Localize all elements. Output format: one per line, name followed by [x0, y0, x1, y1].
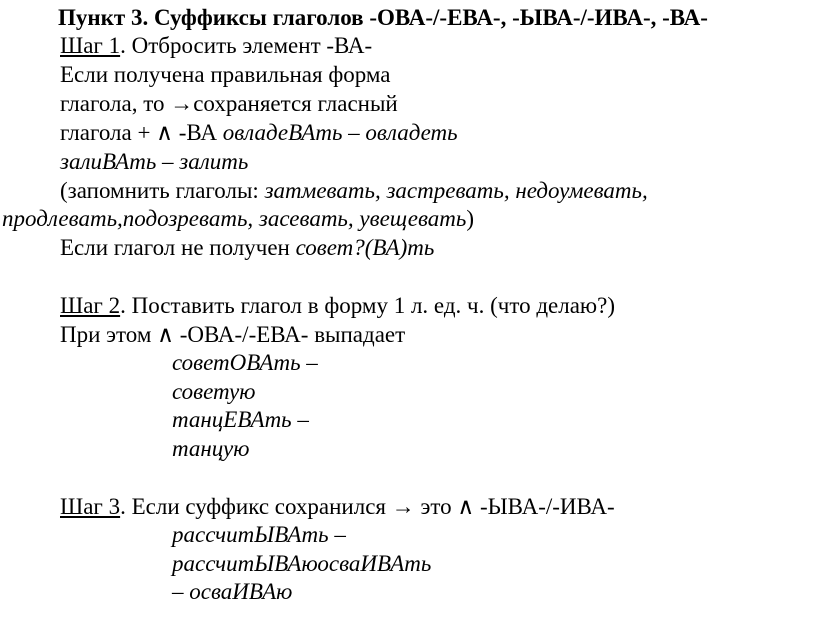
step2-ex3: танцЕВАть — [172, 407, 292, 432]
step3-example2: рассчитЫВАюосваИВАть — [172, 551, 432, 576]
step2-line2 — [60, 320, 405, 350]
caret-symbol: ∧ — [457, 494, 475, 520]
step3-example3: – осваИВАю — [172, 579, 293, 604]
caret-symbol: ∧ — [156, 120, 174, 146]
step1-line4-mid: -ВА — [173, 120, 223, 145]
step3-ex1-dash: – — [328, 522, 346, 547]
step1-remember-line — [60, 176, 648, 206]
step2-example3 — [172, 405, 309, 435]
step2-example1 — [172, 348, 318, 378]
step2-line2-prefix: При этом — [60, 322, 158, 347]
step2-example2: советую — [172, 379, 256, 404]
step3-text: . Если суффикс сохранился → это — [120, 494, 458, 519]
step1-no-verb-example: совет?(ВА)ть — [295, 235, 435, 260]
step1-remember-line2 — [2, 204, 474, 234]
step1-remember-words-2: продлевать,подозревать, засевать, увещевать — [2, 206, 467, 231]
step2-label: Шаг 2 — [60, 293, 121, 318]
step2-ex1: советОВАть — [172, 350, 301, 375]
step3-line — [60, 492, 615, 522]
step1-line2: Если получена правильная форма — [60, 62, 391, 87]
step2-text: . Поставить глагол в форму 1 л. ед. ч. (что делаю?) — [120, 293, 615, 318]
step2-ex1-dash: – — [300, 350, 318, 375]
step3-text-suffix: -ЫВА-/-ИВА- — [474, 494, 615, 519]
step1-text: . Отбросить элемент -ВА- — [120, 33, 373, 58]
step1-no-verb-line — [60, 233, 434, 263]
step2-line2-suffix: -ОВА-/-ЕВА- выпадает — [174, 322, 406, 347]
section-heading: Пункт 3. Суффиксы глаголов -ОВА-/-ЕВА-, -ЫВА-/-ИВА-, -ВА- — [58, 5, 708, 30]
step3-label: Шаг 3 — [60, 494, 121, 519]
step1-example1: овладеВАть – овладеть — [222, 120, 458, 145]
caret-symbol: ∧ — [157, 322, 174, 348]
step1-line — [60, 31, 372, 61]
step2-ex3-dash: – — [291, 407, 309, 432]
step1-no-verb-text: Если глагол не получен — [60, 235, 296, 260]
step1-example2: залиВАть – залить — [60, 149, 249, 174]
step1-label: Шаг 1 — [60, 33, 121, 58]
step1-remember-prefix: (запомнить глаголы: — [60, 178, 265, 203]
step3-ex1: рассчитЫВАть — [172, 522, 329, 547]
step1-remember-words-1: затмевать, застревать, недоумевать, — [264, 178, 648, 203]
step2-example4: танцую — [172, 436, 250, 461]
step1-line3: глагола, то →сохраняется гласный — [60, 91, 398, 116]
step2-line — [60, 291, 615, 321]
step1-line4-prefix: глагола + — [60, 120, 157, 145]
step1-remember-close: ) — [466, 206, 475, 231]
step1-line4 — [60, 118, 458, 148]
step3-example1 — [172, 520, 346, 550]
